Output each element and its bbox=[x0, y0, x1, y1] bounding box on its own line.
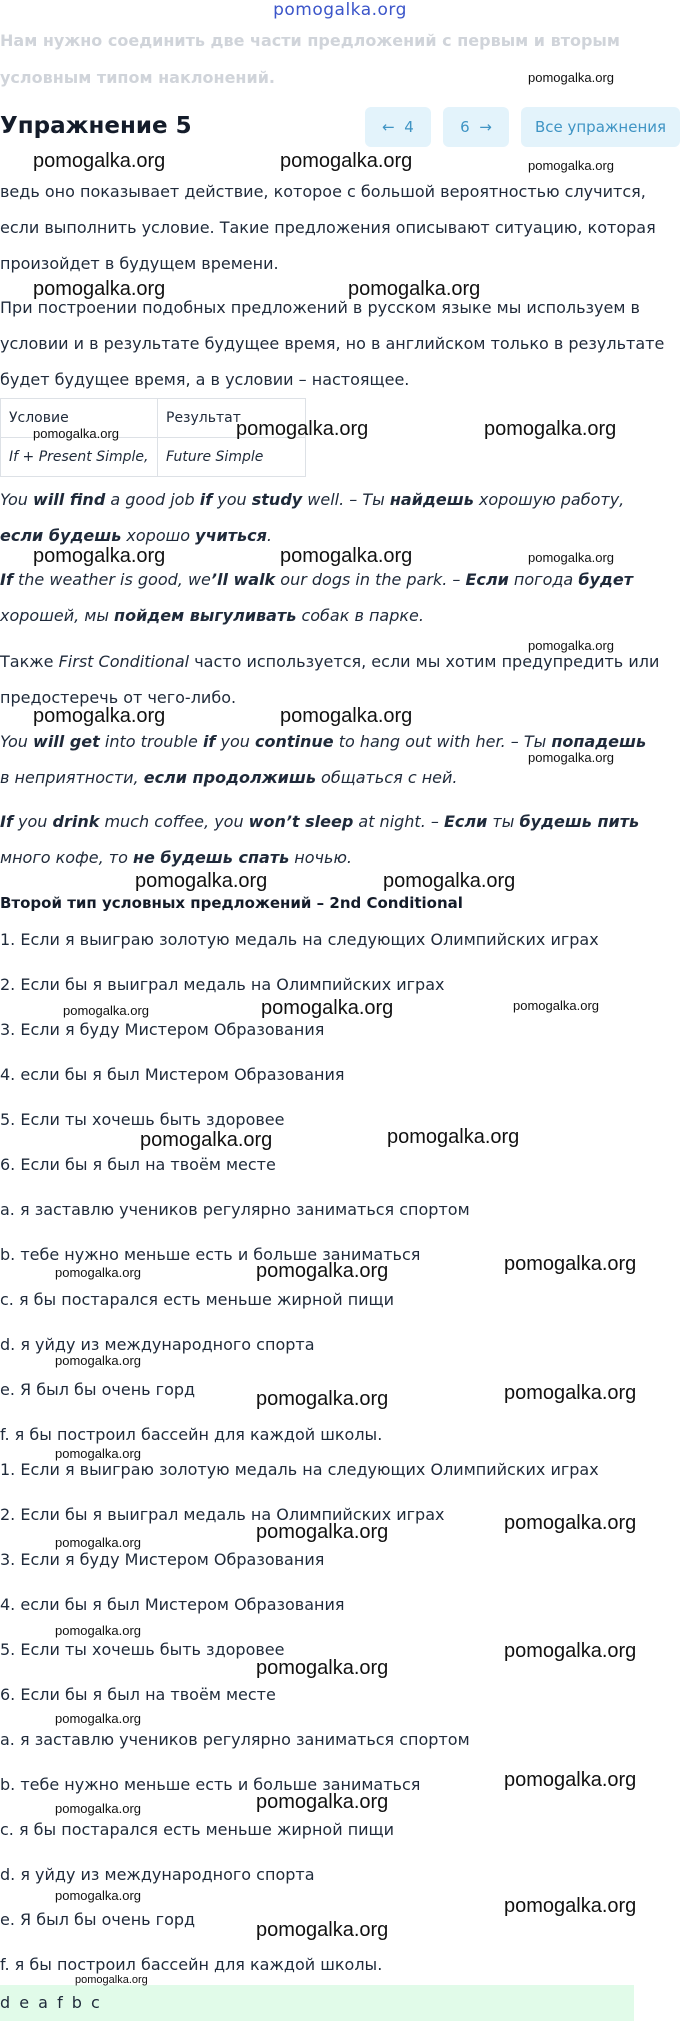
list-item: a. я заставлю учеников регулярно заниматься спортом bbox=[0, 1730, 470, 1749]
prev-exercise-button[interactable] bbox=[365, 107, 431, 147]
watermark: pomogalka.org bbox=[256, 1260, 389, 1282]
watermark: pomogalka.org bbox=[261, 997, 394, 1019]
watermark: pomogalka.org bbox=[348, 278, 481, 300]
paragraph-2: При построении подобных предложений в русском языке мы используем в условии и в результате будущее время, но в английском только в результате будет будущее время, а в условии – настоящее. bbox=[0, 298, 665, 389]
list-item: 1. Если я выиграю золотую медаль на следующих Олимпийских играх bbox=[0, 1460, 599, 1479]
second-conditional-heading: Второй тип условных предложений – 2nd Conditional bbox=[0, 894, 463, 912]
paragraph-3: Также First Conditional часто используется, если мы хотим предупредить или предостеречь от чего-либо. bbox=[0, 652, 660, 707]
watermark: pomogalka.org bbox=[504, 1769, 637, 1791]
arrow-left-icon: ← bbox=[382, 118, 395, 136]
answer-text: d e a f b c bbox=[0, 1993, 102, 2012]
watermark: pomogalka.org bbox=[504, 1895, 637, 1917]
watermark: pomogalka.org bbox=[236, 418, 369, 440]
list-item: c. я бы постарался есть меньше жирной пищи bbox=[0, 1820, 395, 1839]
watermark: pomogalka.org bbox=[528, 70, 614, 85]
list-item: 3. Если я буду Мистером Образования bbox=[0, 1550, 325, 1569]
watermark: pomogalka.org bbox=[504, 1253, 637, 1275]
watermark: pomogalka.org bbox=[33, 150, 166, 172]
watermark: pomogalka.org bbox=[256, 1919, 389, 1941]
list-item: e. Я был бы очень горд bbox=[0, 1910, 196, 1929]
watermark: pomogalka.org bbox=[75, 1974, 148, 1986]
list-item: 6. Если бы я был на твоём месте bbox=[0, 1685, 276, 1704]
table-header: Условие bbox=[1, 399, 158, 438]
watermark: pomogalka.org bbox=[135, 870, 268, 892]
table-header: Результат bbox=[158, 399, 306, 438]
table-row bbox=[1, 438, 306, 477]
watermark: pomogalka.org bbox=[280, 545, 413, 567]
watermark: pomogalka.org bbox=[280, 150, 413, 172]
all-exercises-button[interactable]: Все упражнения bbox=[521, 107, 680, 147]
list-item: b. тебе нужно меньше есть и больше заниматься bbox=[0, 1775, 421, 1794]
paragraph-1: ведь оно показывает действие, которое с большой вероятностью случится, если выполнить условие. Такие предложения описывают ситуацию, которая произойдет в будущем времени. bbox=[0, 182, 656, 273]
intro-text: Нам нужно соединить две части предложений с первым и вторым условным типом наклонений. bbox=[0, 31, 620, 87]
watermark: pomogalka.org bbox=[528, 638, 614, 653]
example-4: If you drink much coffee, you won’t sleep at night. – Если ты будешь пить много кофе, то не будешь спать ночью. bbox=[0, 812, 640, 867]
watermark: pomogalka.org bbox=[504, 1382, 637, 1404]
list-item: 2. Если бы я выиграл медаль на Олимпийских играх bbox=[0, 975, 445, 994]
list-item: 3. Если я буду Мистером Образования bbox=[0, 1020, 325, 1039]
list-item: 2. Если бы я выиграл медаль на Олимпийских играх bbox=[0, 1505, 445, 1524]
example-2: If the weather is good, we’ll walk our dogs in the park. – Если погода будет хорошей, мы пойдем выгуливать собак в парке. bbox=[0, 570, 633, 625]
list-item: c. я бы постарался есть меньше жирной пищи bbox=[0, 1290, 395, 1309]
watermark: pomogalka.org bbox=[33, 278, 166, 300]
list-item: f. я бы построил бассейн для каждой школы. bbox=[0, 1425, 383, 1444]
list-item: 5. Если ты хочешь быть здоровее bbox=[0, 1640, 285, 1659]
watermark: pomogalka.org bbox=[55, 1535, 141, 1550]
watermark: pomogalka.org bbox=[33, 545, 166, 567]
next-exercise-label: 6 bbox=[460, 118, 470, 136]
example-3: You will get into trouble if you continue to hang out with her. – Ты попадешь в неприятности, если продолжишь общаться с ней. bbox=[0, 732, 647, 787]
list-item: f. я бы построил бассейн для каждой школы. bbox=[0, 1955, 383, 1974]
list-item: 1. Если я выиграю золотую медаль на следующих Олимпийских играх bbox=[0, 930, 599, 949]
prev-exercise-label: 4 bbox=[404, 118, 414, 136]
list-item: e. Я был бы очень горд bbox=[0, 1380, 196, 1399]
watermark: pomogalka.org bbox=[63, 1003, 149, 1018]
watermark: pomogalka.org bbox=[140, 1129, 273, 1151]
watermark: pomogalka.org bbox=[484, 418, 617, 440]
list-item: 5. Если ты хочешь быть здоровее bbox=[0, 1110, 285, 1129]
watermark: pomogalka.org bbox=[33, 426, 119, 441]
table-cell: Future Simple bbox=[158, 438, 306, 477]
watermark: pomogalka.org bbox=[55, 1801, 141, 1816]
watermark: pomogalka.org bbox=[528, 158, 614, 173]
watermark: pomogalka.org bbox=[55, 1265, 141, 1280]
table-cell: If + Present Simple, bbox=[1, 438, 158, 477]
watermark: pomogalka.org bbox=[528, 550, 614, 565]
example-1: You will find a good job if you study well. – Ты найдешь хорошую работу, если будешь хорошо учиться. bbox=[0, 490, 625, 545]
list-item: 4. если бы я был Мистером Образования bbox=[0, 1065, 345, 1084]
next-exercise-button[interactable] bbox=[443, 107, 509, 147]
exercise-title: Упражнение 5 bbox=[0, 113, 192, 139]
list-item: d. я уйду из международного спорта bbox=[0, 1335, 315, 1354]
watermark: pomogalka.org bbox=[256, 1657, 389, 1679]
watermark: pomogalka.org bbox=[55, 1446, 141, 1461]
watermark: pomogalka.org bbox=[280, 705, 413, 727]
watermark: pomogalka.org bbox=[504, 1512, 637, 1534]
watermark: pomogalka.org bbox=[256, 1388, 389, 1410]
list-item: a. я заставлю учеников регулярно заниматься спортом bbox=[0, 1200, 470, 1219]
arrow-right-icon: → bbox=[479, 118, 492, 136]
watermark: pomogalka.org bbox=[55, 1623, 141, 1638]
watermark: pomogalka.org bbox=[55, 1888, 141, 1903]
watermark: pomogalka.org bbox=[528, 750, 614, 765]
watermark: pomogalka.org bbox=[55, 1711, 141, 1726]
watermark: pomogalka.org bbox=[383, 870, 516, 892]
site-logo[interactable]: pomogalka.org bbox=[273, 0, 407, 20]
watermark: pomogalka.org bbox=[504, 1640, 637, 1662]
watermark: pomogalka.org bbox=[256, 1521, 389, 1543]
list-item: 6. Если бы я был на твоём месте bbox=[0, 1155, 276, 1174]
watermark: pomogalka.org bbox=[387, 1126, 520, 1148]
list-item: d. я уйду из международного спорта bbox=[0, 1865, 315, 1884]
watermark: pomogalka.org bbox=[33, 705, 166, 727]
watermark: pomogalka.org bbox=[513, 998, 599, 1013]
watermark: pomogalka.org bbox=[55, 1353, 141, 1368]
watermark: pomogalka.org bbox=[256, 1791, 389, 1813]
list-item: b. тебе нужно меньше есть и больше заниматься bbox=[0, 1245, 421, 1264]
list-item: 4. если бы я был Мистером Образования bbox=[0, 1595, 345, 1614]
